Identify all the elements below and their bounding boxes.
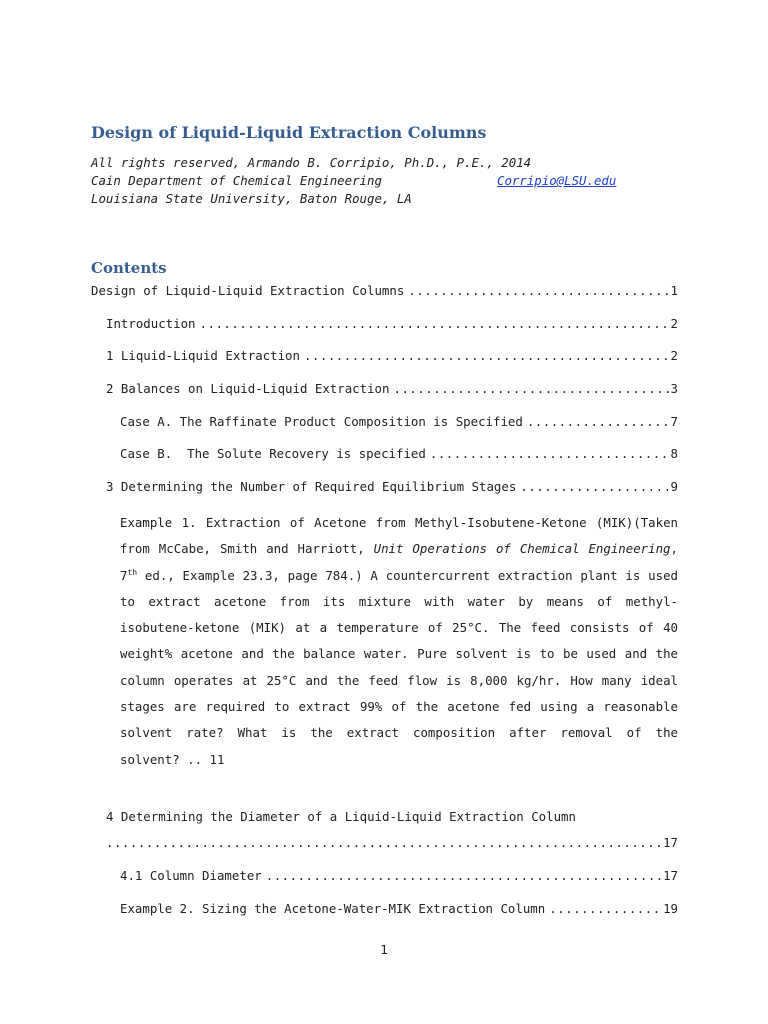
page-number: 1 xyxy=(380,942,388,957)
toc-entry-page: 7 xyxy=(670,414,678,429)
toc-leader-dots xyxy=(106,835,663,850)
toc-entry-title: 3 Determining the Number of Required Equilibrium Stages xyxy=(106,479,517,494)
toc-entry-page: 17 xyxy=(663,868,678,883)
department-line: Cain Department of Chemical Engineering xyxy=(91,173,382,188)
toc-leader-dots xyxy=(523,414,671,429)
toc-leader-dots xyxy=(196,316,671,331)
toc-entry-title: 4.1 Column Diameter xyxy=(120,868,262,883)
toc-leader-dots xyxy=(300,348,671,363)
toc-entry-page: 1 xyxy=(670,283,678,298)
toc-leader-dots xyxy=(545,901,663,916)
toc-entry-title: Design of Liquid-Liquid Extraction Columns xyxy=(91,283,405,298)
toc-entry-title: Example 2. Sizing the Acetone-Water-MIK Extraction Column xyxy=(120,901,546,916)
toc-leader-dots xyxy=(404,283,670,298)
toc-entry[interactable] xyxy=(106,381,678,399)
toc-entry[interactable] xyxy=(91,283,678,301)
toc-entry-page: 19 xyxy=(663,901,678,916)
toc-entry-page: 8 xyxy=(670,446,678,461)
document-title: Design of Liquid-Liquid Extraction Columns xyxy=(91,123,487,142)
university-line: Louisiana State University, Baton Rouge, LA xyxy=(91,191,412,206)
toc-entry[interactable] xyxy=(120,446,678,464)
toc-entry-example-1[interactable] xyxy=(120,510,678,773)
example-1-text: Example 1. Extraction of Acetone from Methyl-Isobutene-Ketone (MIK)(Taken from McCabe, Smith and Harriott, xyxy=(120,515,678,557)
example-1-edition: , 7 xyxy=(120,541,678,583)
toc-entry-title: Introduction xyxy=(106,316,196,331)
toc-leader-dots xyxy=(426,446,671,461)
toc-entry[interactable] xyxy=(120,868,678,886)
toc-entry-title[interactable]: 4 Determining the Diameter of a Liquid-Liquid Extraction Column xyxy=(106,809,576,824)
toc-entry-title: 2 Balances on Liquid-Liquid Extraction xyxy=(106,381,390,396)
toc-entry-continuation[interactable] xyxy=(106,835,678,853)
contents-heading: Contents xyxy=(91,259,167,277)
toc-entry[interactable] xyxy=(106,348,678,366)
toc-entry-title: 1 Liquid-Liquid Extraction xyxy=(106,348,300,363)
toc-entry-page: 9 xyxy=(670,479,678,494)
toc-entry-page: 3 xyxy=(670,381,678,396)
rights-line: All rights reserved, Armando B. Corripio, Ph.D., P.E., 2014 xyxy=(91,155,532,170)
toc-entry-page: 2 xyxy=(670,348,678,363)
toc-entry-title: Case B. The Solute Recovery is specified xyxy=(120,446,426,461)
book-title: Unit Operations of Chemical Engineering xyxy=(373,541,671,557)
edition-superscript: th xyxy=(127,567,138,577)
toc-leader-dots xyxy=(262,868,663,883)
toc-entry[interactable] xyxy=(106,479,678,497)
author-email-link[interactable]: Corripio@LSU.edu xyxy=(497,173,617,188)
toc-entry-page: 17 xyxy=(663,835,678,850)
toc-entry[interactable] xyxy=(120,901,678,919)
toc-entry-title: Case A. The Raffinate Product Composition is Specified xyxy=(120,414,523,429)
example-1-text-continued: ed., Example 23.3, page 784.) A countercurrent extraction plant is used to extract acetone from its mixture with water by means of methyl-isobutene-ketone (MIK) at a temperature of 25°C. The feed consists of 40 weight% acetone and the balance water. Pure solvent is to be used and the column operates at 25°C and the feed flow is 8,000 kg/hr. How many ideal stages are required to extract 99% of the acetone fed using a reasonable solvent rate? What is the extract composition after removal of the solvent? .. xyxy=(120,567,678,767)
toc-entry[interactable] xyxy=(106,316,678,334)
toc-leader-dots xyxy=(389,381,670,396)
toc-entry-page: 2 xyxy=(670,316,678,331)
toc-leader-dots xyxy=(516,479,670,494)
toc-entry-page: 11 xyxy=(209,751,225,767)
toc-entry[interactable] xyxy=(120,414,678,432)
